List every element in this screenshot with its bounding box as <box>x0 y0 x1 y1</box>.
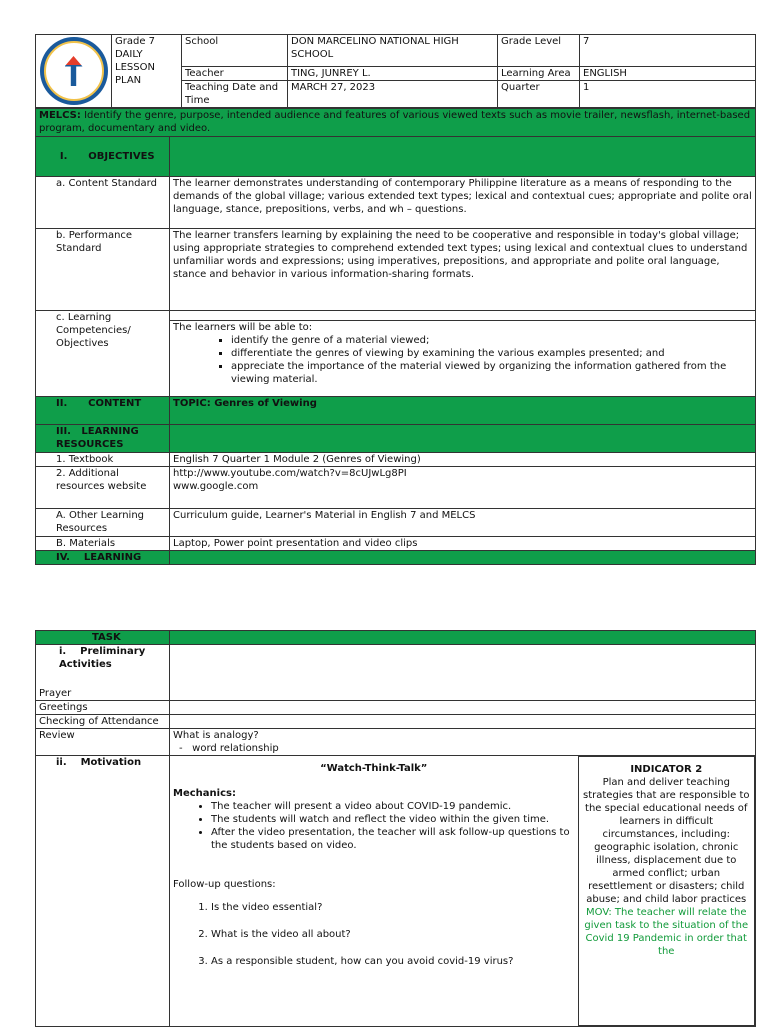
indicator-cell <box>578 756 756 1027</box>
list-item: 1. Is the video essential? <box>211 901 575 914</box>
activity-title: “Watch-Think-Talk” <box>320 763 428 774</box>
learning-task-blank <box>170 551 756 565</box>
motivation-content <box>170 756 578 1027</box>
deped-seal-cell <box>36 35 112 108</box>
teacher-label: Teacher <box>182 67 288 81</box>
preliminary-blank <box>170 645 756 701</box>
melcs-row <box>36 109 756 137</box>
school-value: DON MARCELINO NATIONAL HIGH SCHOOL <box>288 35 498 67</box>
indicator-title: INDICATOR 2 <box>630 764 703 775</box>
additional-value <box>170 467 756 509</box>
competencies-list <box>173 334 752 386</box>
quarter-value: 1 <box>580 81 756 108</box>
list-item: 2. What is the video all about? <box>211 928 575 941</box>
content-standard-label: a. Content Standard <box>36 177 170 229</box>
review-content <box>170 729 756 756</box>
school-label: School <box>182 35 288 67</box>
competencies-blank <box>170 311 756 321</box>
task-blank <box>170 631 756 645</box>
title-line: DAILY <box>115 49 143 60</box>
list-item: 3. As a responsible student, how can you avoid covid-19 virus? <box>211 955 575 968</box>
preliminary-cell <box>36 645 170 701</box>
learning-area-value: ENGLISH <box>580 67 756 81</box>
learning-area-label: Learning Area <box>498 67 580 81</box>
list-item: • After the video presentation, the teacher will ask follow-up questions to the students based on video. <box>211 826 575 852</box>
title-line: PLAN <box>115 75 142 86</box>
performance-standard-text: The learner transfers learning by explaining the need to be cooperative and responsible in today's global village; using appropriate strategies to comprehend extended text types; using lexical and contextual clues to understand unfamiliar words and expressions; using imperatives, prepositions, and appropriate and polite oral language, stance and behavior in various information-sharing formats. <box>170 229 756 311</box>
additional-label: 2. Additional resources website <box>36 467 170 509</box>
textbook-label: 1. Textbook <box>36 453 170 467</box>
other-resources-label: A. Other Learning Resources <box>36 509 170 537</box>
review-question: What is analogy? <box>173 730 259 741</box>
review-label: Review <box>36 729 170 756</box>
other-resources-value: Curriculum guide, Learner's Material in English 7 and MELCS <box>170 509 756 537</box>
followup-label: Follow-up questions: <box>173 879 276 890</box>
attendance-blank <box>170 715 756 729</box>
title-line: Grade 7 <box>115 36 156 47</box>
greetings-label: Greetings <box>36 701 170 715</box>
youtube-link[interactable]: http://www.youtube.com/watch?v=8cUJwLg8PI <box>173 468 407 479</box>
dlp-title <box>112 35 182 108</box>
motivation-label: ii. Motivation <box>36 756 170 1027</box>
indicator-text: Plan and deliver teaching strategies that are responsible to the special educational needs of learners in difficult circumstances, including: geographic isolation, chronic illness, displacement due to armed conflict; urban resettlement or disasters; child abuse; and child labor practices <box>583 777 750 905</box>
list-item: ▪ differentiate the genres of viewing by examining the various examples presented; and <box>231 347 752 360</box>
header-table <box>35 34 756 108</box>
melcs-text: Identify the genre, purpose, intended audience and features of various viewed texts such as movie trailer, newsflash, internet-based program, documentary and video. <box>39 110 751 134</box>
objectives-heading <box>36 137 170 177</box>
title-line: LESSON <box>115 62 155 73</box>
materials-label: B. Materials <box>36 537 170 551</box>
date-label: Teaching Date and Time <box>182 81 288 108</box>
teacher-value: TING, JUNREY L. <box>288 67 498 81</box>
grade-level-value: 7 <box>580 35 756 67</box>
preliminary-label: i. Preliminary Activities <box>59 646 149 670</box>
objectives-heading-text: I. OBJECTIVES <box>59 151 155 162</box>
prayer-label: Prayer <box>39 688 72 699</box>
list-item: • The students will watch and reflect the video within the given time. <box>211 813 575 826</box>
lesson-table <box>35 108 756 565</box>
objectives-heading-blank <box>170 137 756 177</box>
review-answer: word relationship <box>192 743 279 754</box>
google-link[interactable]: www.google.com <box>173 481 259 492</box>
performance-standard-label: b. Performance Standard <box>36 229 170 311</box>
resources-blank <box>170 425 756 453</box>
mov-text: MOV: The teacher will relate the given task to the situation of the Covid 19 Pandemic in order that the <box>584 907 749 957</box>
date-value: MARCH 27, 2023 <box>288 81 498 108</box>
competencies-intro: The learners will be able to: <box>173 322 313 333</box>
quarter-label: Quarter <box>498 81 580 108</box>
textbook-value: English 7 Quarter 1 Module 2 (Genres of Viewing) <box>170 453 756 467</box>
list-item: ▪ identify the genre of a material viewed; <box>231 334 752 347</box>
content-standard-text: The learner demonstrates understanding of contemporary Philippine literature as a means of responding to the demands of the global village; various extended text types; lexical and contextual cues; appropriate and polite oral language, stance, prepositions, verbs, and wh – questions. <box>170 177 756 229</box>
followup-list <box>173 901 575 968</box>
deped-seal-icon <box>40 37 108 105</box>
materials-value: Laptop, Power point presentation and video clips <box>170 537 756 551</box>
greetings-blank <box>170 701 756 715</box>
attendance-label: Checking of Attendance <box>36 715 170 729</box>
list-item: • The teacher will present a video about COVID-19 pandemic. <box>211 800 575 813</box>
grade-level-label: Grade Level <box>498 35 580 67</box>
procedure-table <box>35 630 756 1027</box>
task-label: TASK <box>36 631 170 645</box>
review-answer-row: - word relationship <box>179 743 279 754</box>
topic: TOPIC: Genres of Viewing <box>170 397 756 425</box>
competencies-label: c. Learning Competencies/ Objectives <box>36 311 170 397</box>
melcs-label: MELCS: <box>39 110 81 121</box>
list-item: ▪ appreciate the importance of the material viewed by organizing the information gathered from the viewing material. <box>231 360 752 386</box>
resources-label: III. LEARNING RESOURCES <box>36 425 170 453</box>
competencies-content <box>170 321 756 397</box>
mechanics-label: Mechanics: <box>173 788 236 799</box>
mechanics-list <box>173 800 575 852</box>
learning-task-label: IV. LEARNING <box>36 551 170 565</box>
content-label: II. CONTENT <box>36 397 170 425</box>
indicator-box <box>578 756 756 1026</box>
